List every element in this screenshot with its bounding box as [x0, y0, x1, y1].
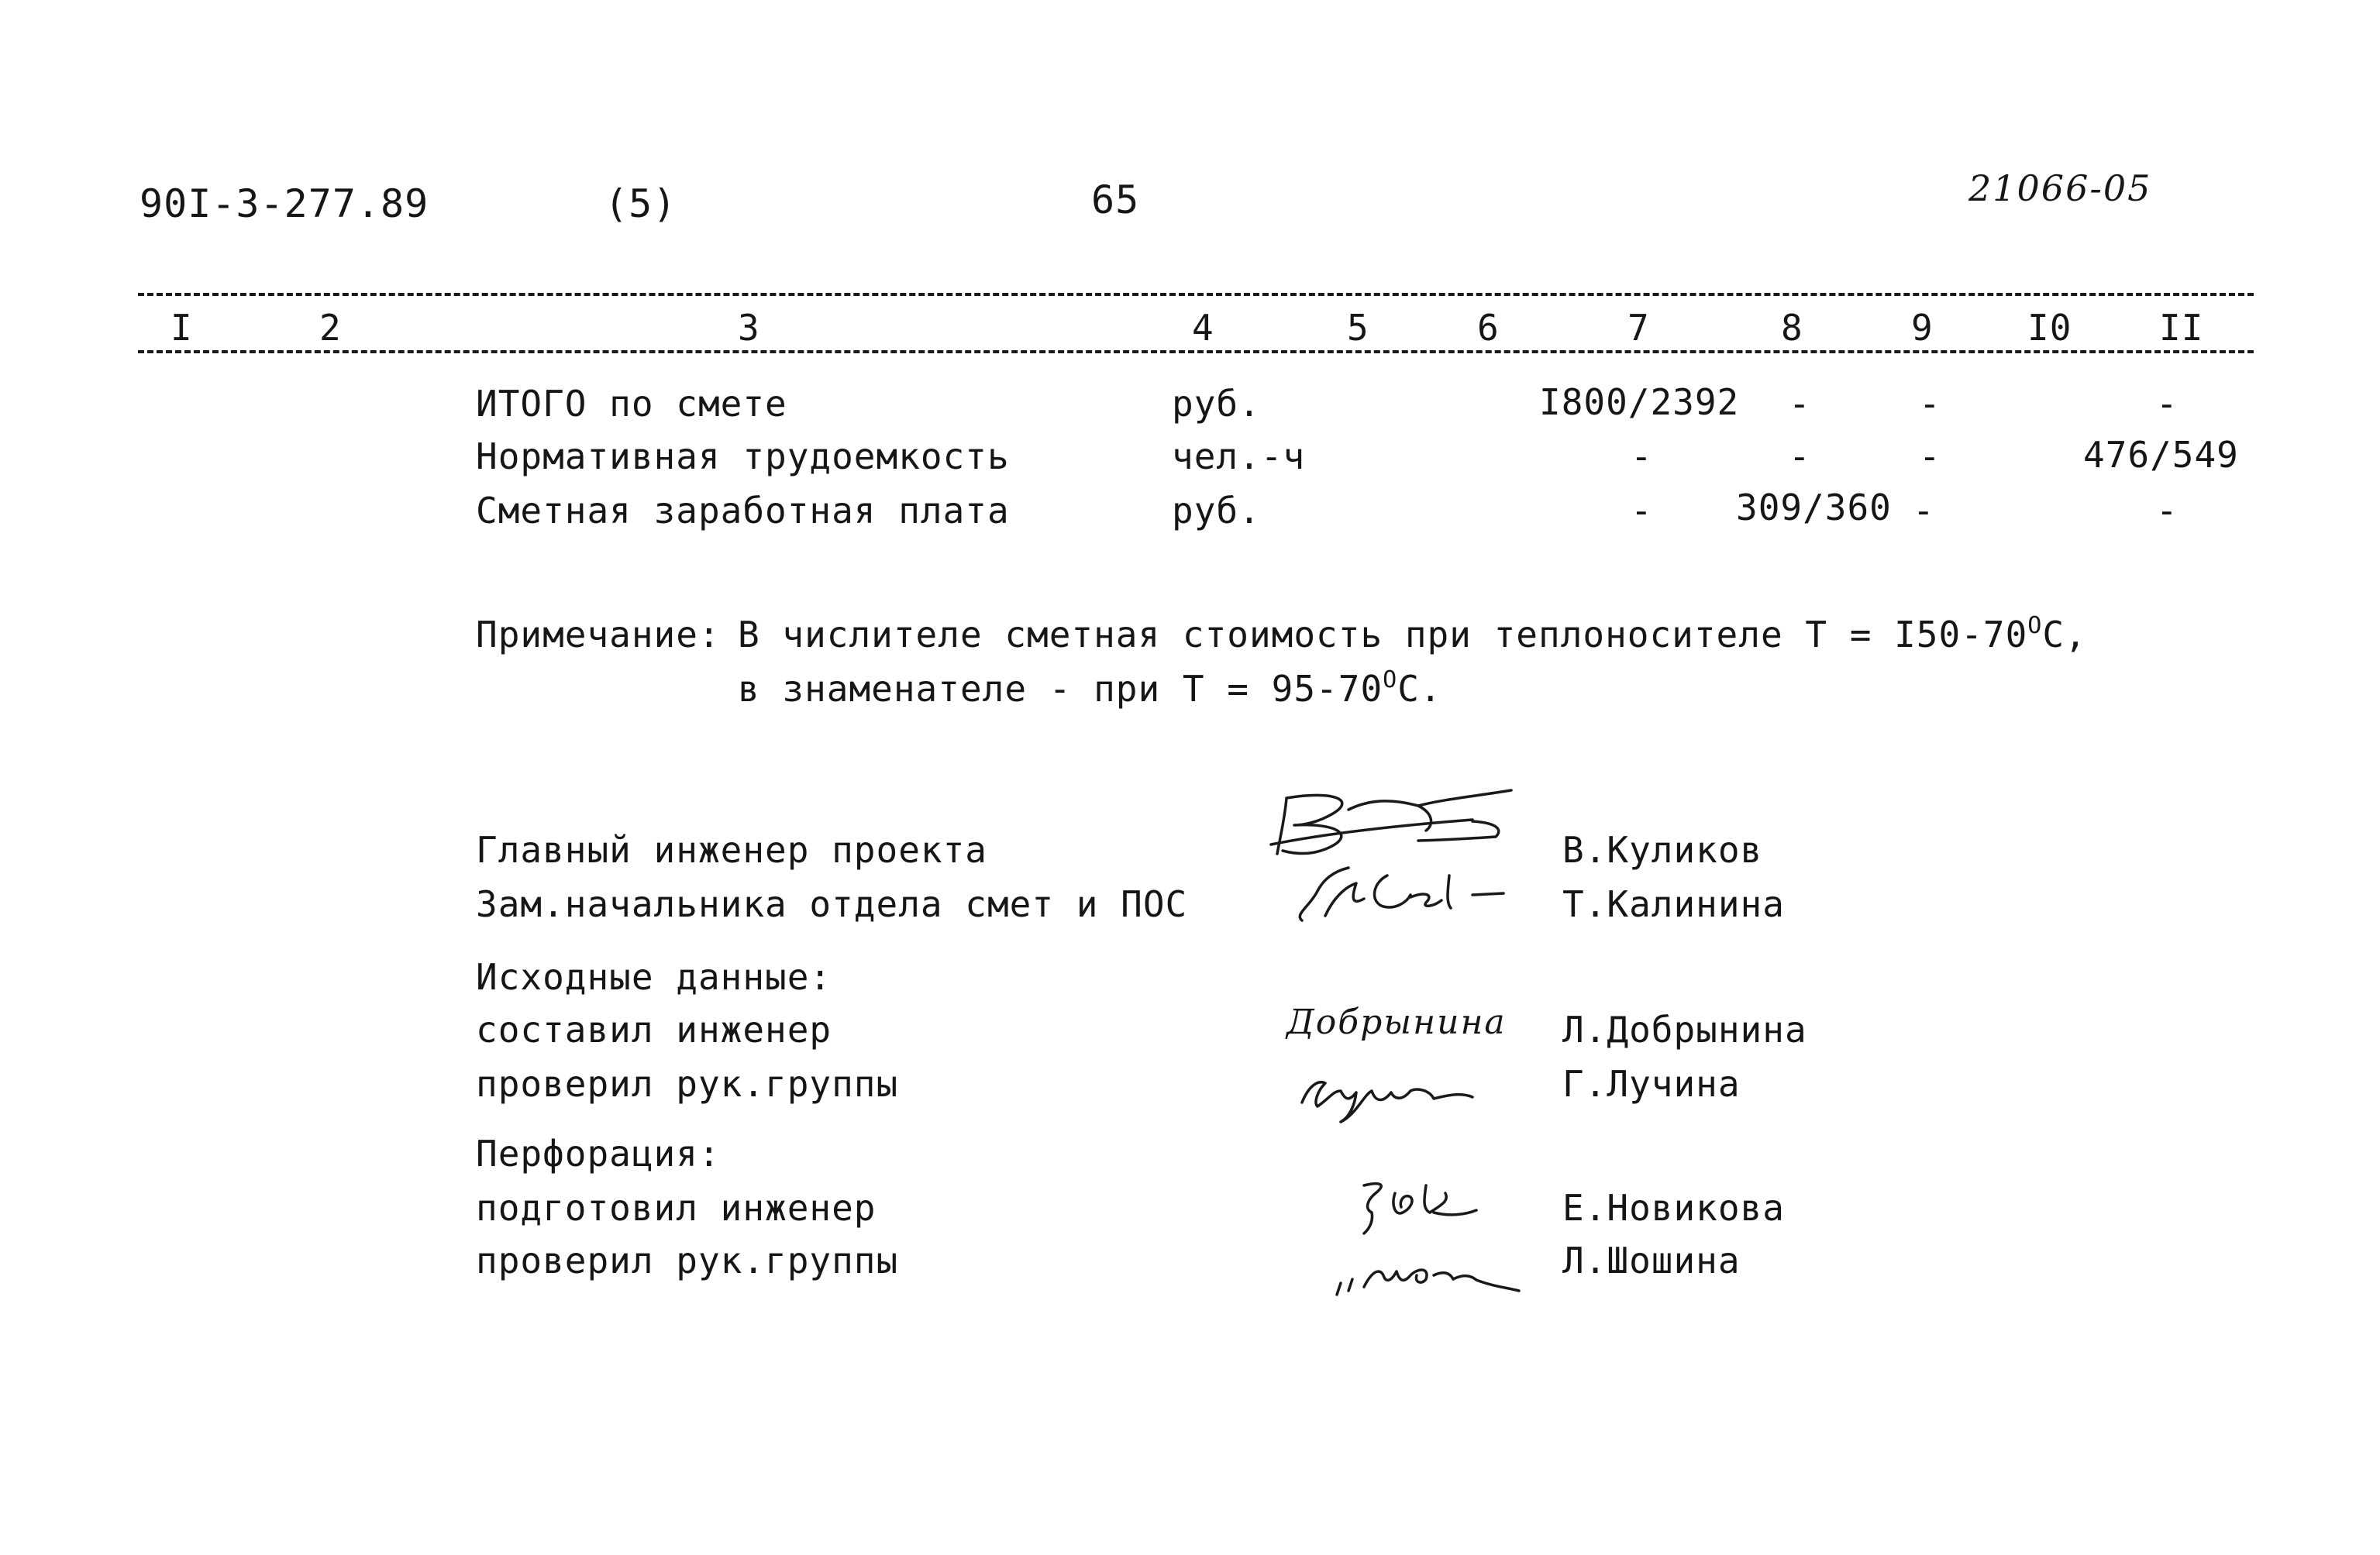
- cell-col11: -: [2156, 490, 2179, 532]
- cell-col11: -: [2156, 383, 2179, 425]
- row-label: ИТОГО по смете: [476, 383, 787, 425]
- column-header: 6: [1477, 307, 1500, 349]
- degree-mark: O: [1383, 666, 1398, 693]
- cell-col9: -: [1913, 490, 1935, 532]
- signature-novikova: [1333, 1170, 1496, 1240]
- sheet-number: (5): [604, 181, 677, 226]
- role-label: Главный инженер проекта: [476, 829, 987, 871]
- role-label: подготовил инженер: [476, 1187, 877, 1229]
- cell-col8: -: [1789, 383, 1811, 425]
- column-header: 7: [1627, 307, 1650, 349]
- column-header: 5: [1347, 307, 1369, 349]
- cell-col7: -: [1631, 490, 1653, 532]
- signature-kalinina: [1279, 860, 1542, 930]
- cell-col8: 309/360: [1736, 487, 1892, 528]
- row-label: Сметная заработная плата: [476, 490, 1010, 532]
- note-line-2: в знаменателе - при $Т = 95-70^OC$.: [738, 666, 1442, 710]
- column-header: 2: [319, 307, 342, 349]
- note-label: Примечание:: [476, 614, 721, 655]
- signature-shoshina: [1325, 1237, 1527, 1306]
- note-line-1: В числителе сметная стоимость при теплоносителе $Т = I50-70^OC$,: [738, 612, 2087, 655]
- cell-col7: -: [1631, 435, 1653, 477]
- column-header: I0: [2027, 307, 2072, 349]
- document-code: 90I-3-277.89: [139, 181, 429, 226]
- signer-name: В.Куликов: [1562, 829, 1763, 871]
- role-label: составил инженер: [476, 1009, 832, 1051]
- row-unit: чел.-ч: [1172, 435, 1306, 477]
- column-header: 8: [1781, 307, 1803, 349]
- signer-name: Т.Калинина: [1562, 883, 1785, 925]
- row-unit: руб.: [1172, 490, 1261, 532]
- role-label: проверил рук.группы: [476, 1063, 899, 1105]
- signer-name: Е.Новикова: [1562, 1187, 1785, 1229]
- cell-col11: 476/549: [2083, 434, 2239, 476]
- column-header: I: [170, 307, 193, 349]
- row-label: Нормативная трудоемкость: [476, 435, 1010, 477]
- handwritten-reference: 21066-05: [1968, 167, 2152, 209]
- page-number: 65: [1091, 177, 1140, 222]
- column-header: 4: [1192, 307, 1214, 349]
- section-heading: Исходные данные:: [476, 956, 832, 998]
- signer-name: Л.Шошина: [1562, 1240, 1741, 1281]
- cell-col8: -: [1789, 435, 1811, 477]
- signer-name: Л.Добрынина: [1562, 1009, 1807, 1051]
- row-unit: руб.: [1172, 383, 1261, 425]
- column-header: II: [2159, 307, 2204, 349]
- signature-luchina: [1286, 1060, 1496, 1130]
- signature-kulikov: [1240, 783, 1527, 868]
- signer-name: Г.Лучина: [1562, 1063, 1741, 1105]
- signature-dobrynina: Добрынина: [1286, 1003, 1507, 1042]
- role-label: Зам.начальника отдела смет и ПОС: [476, 883, 1188, 925]
- table-top-rule: [138, 293, 2254, 296]
- cell-col7: I800/2392: [1539, 381, 1740, 423]
- cell-col9: -: [1919, 435, 1941, 477]
- column-header: 3: [738, 307, 760, 349]
- section-heading: Перфорация:: [476, 1133, 721, 1175]
- column-header: 9: [1911, 307, 1934, 349]
- degree-mark: O: [2027, 612, 2043, 639]
- table-header-rule: [138, 350, 2254, 353]
- cell-col9: -: [1919, 383, 1941, 425]
- role-label: проверил рук.группы: [476, 1240, 899, 1281]
